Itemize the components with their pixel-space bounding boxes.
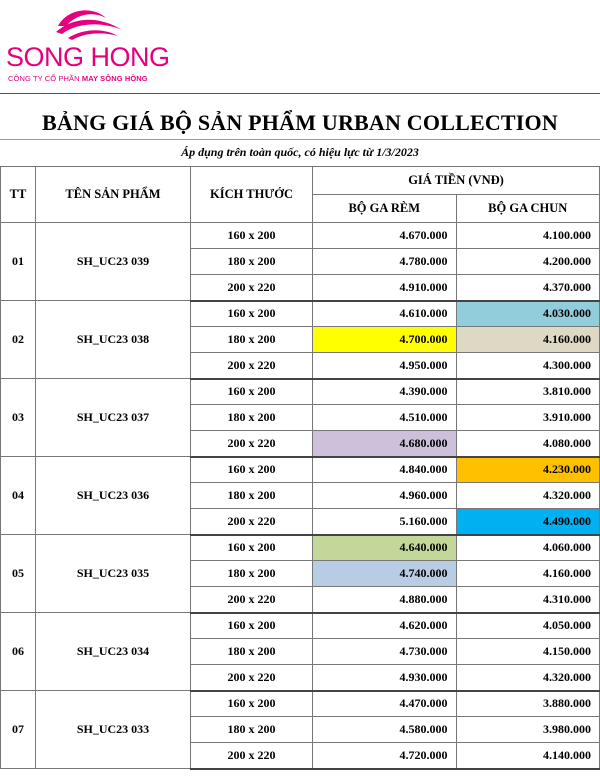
price-bo-ga-rem: 4.910.000 bbox=[313, 275, 457, 301]
price-bo-ga-rem: 4.670.000 bbox=[313, 223, 457, 249]
product-number: 06 bbox=[1, 613, 36, 691]
price-bo-ga-rem: 4.640.000 bbox=[313, 535, 457, 561]
product-number: 01 bbox=[1, 223, 36, 301]
product-name: SH_UC23 036 bbox=[36, 457, 191, 535]
table-row bbox=[1, 223, 600, 249]
table-row bbox=[1, 301, 600, 327]
size-cell: 180 x 200 bbox=[191, 561, 313, 587]
price-bo-ga-chun: 4.160.000 bbox=[456, 327, 600, 353]
product-name: SH_UC23 038 bbox=[36, 301, 191, 379]
size-cell: 180 x 200 bbox=[191, 405, 313, 431]
price-bo-ga-rem: 4.960.000 bbox=[313, 483, 457, 509]
price-table bbox=[0, 166, 600, 770]
price-table-body bbox=[1, 223, 600, 769]
page-title: BẢNG GIÁ BỘ SẢN PHẨM URBAN COLLECTION bbox=[42, 110, 558, 135]
price-bo-ga-chun: 4.300.000 bbox=[456, 353, 600, 379]
table-row bbox=[1, 613, 600, 639]
price-bo-ga-rem: 4.730.000 bbox=[313, 639, 457, 665]
brand-tagline bbox=[8, 74, 148, 83]
price-bo-ga-chun: 4.150.000 bbox=[456, 639, 600, 665]
price-bo-ga-rem: 4.470.000 bbox=[313, 691, 457, 717]
price-bo-ga-chun: 4.140.000 bbox=[456, 743, 600, 769]
price-bo-ga-chun: 4.320.000 bbox=[456, 665, 600, 691]
size-cell: 160 x 200 bbox=[191, 691, 313, 717]
size-cell: 180 x 200 bbox=[191, 717, 313, 743]
price-bo-ga-chun: 4.080.000 bbox=[456, 431, 600, 457]
size-cell: 160 x 200 bbox=[191, 223, 313, 249]
header-price: GIÁ TIỀN (VNĐ) bbox=[313, 167, 600, 195]
price-bo-ga-chun: 3.910.000 bbox=[456, 405, 600, 431]
size-cell: 200 x 220 bbox=[191, 275, 313, 301]
price-bo-ga-rem: 4.510.000 bbox=[313, 405, 457, 431]
size-cell: 200 x 220 bbox=[191, 743, 313, 769]
product-number: 04 bbox=[1, 457, 36, 535]
size-cell: 160 x 200 bbox=[191, 535, 313, 561]
price-bo-ga-rem: 4.700.000 bbox=[313, 327, 457, 353]
table-row bbox=[1, 535, 600, 561]
price-bo-ga-chun: 4.160.000 bbox=[456, 561, 600, 587]
page-subtitle: Áp dụng trên toàn quốc, có hiệu lực từ 1/3/2023 bbox=[181, 145, 419, 159]
wave-logo-icon bbox=[48, 4, 128, 44]
price-bo-ga-rem: 4.930.000 bbox=[313, 665, 457, 691]
product-name: SH_UC23 034 bbox=[36, 613, 191, 691]
price-bo-ga-rem: 4.740.000 bbox=[313, 561, 457, 587]
price-bo-ga-chun: 4.200.000 bbox=[456, 249, 600, 275]
table-row bbox=[1, 457, 600, 483]
header-bo-ga-chun: BỘ GA CHUN bbox=[456, 195, 600, 223]
title-divider bbox=[0, 139, 600, 140]
price-bo-ga-rem: 4.610.000 bbox=[313, 301, 457, 327]
price-bo-ga-rem: 4.620.000 bbox=[313, 613, 457, 639]
price-bo-ga-rem: 4.950.000 bbox=[313, 353, 457, 379]
price-bo-ga-chun: 4.230.000 bbox=[456, 457, 600, 483]
price-bo-ga-chun: 4.050.000 bbox=[456, 613, 600, 639]
header-divider bbox=[0, 93, 600, 94]
size-cell: 180 x 200 bbox=[191, 249, 313, 275]
price-bo-ga-rem: 4.780.000 bbox=[313, 249, 457, 275]
price-bo-ga-rem: 4.840.000 bbox=[313, 457, 457, 483]
table-row bbox=[1, 379, 600, 405]
price-bo-ga-chun: 4.490.000 bbox=[456, 509, 600, 535]
price-bo-ga-rem: 4.580.000 bbox=[313, 717, 457, 743]
brand-tagline-brand: MAY SÔNG HỒNG bbox=[81, 74, 148, 83]
size-cell: 200 x 220 bbox=[191, 665, 313, 691]
brand-name: SONG HONG bbox=[6, 42, 170, 72]
price-bo-ga-chun: 4.310.000 bbox=[456, 587, 600, 613]
size-cell: 180 x 200 bbox=[191, 327, 313, 353]
header-product-name: TÊN SẢN PHẨM bbox=[36, 167, 191, 223]
price-bo-ga-rem: 4.720.000 bbox=[313, 743, 457, 769]
price-bo-ga-chun: 4.030.000 bbox=[456, 301, 600, 327]
size-cell: 160 x 200 bbox=[191, 301, 313, 327]
size-cell: 180 x 200 bbox=[191, 483, 313, 509]
product-name: SH_UC23 033 bbox=[36, 691, 191, 769]
size-cell: 200 x 220 bbox=[191, 509, 313, 535]
size-cell: 160 x 200 bbox=[191, 379, 313, 405]
size-cell: 200 x 220 bbox=[191, 353, 313, 379]
price-bo-ga-chun: 3.810.000 bbox=[456, 379, 600, 405]
price-bo-ga-rem: 4.880.000 bbox=[313, 587, 457, 613]
product-name: SH_UC23 035 bbox=[36, 535, 191, 613]
brand-logo bbox=[6, 4, 176, 90]
price-bo-ga-chun: 4.060.000 bbox=[456, 535, 600, 561]
size-cell: 160 x 200 bbox=[191, 457, 313, 483]
table-row bbox=[1, 691, 600, 717]
product-number: 03 bbox=[1, 379, 36, 457]
brand-tagline-prefix: CÔNG TY CỔ PHẦN bbox=[8, 74, 80, 83]
size-cell: 160 x 200 bbox=[191, 613, 313, 639]
price-bo-ga-rem: 5.160.000 bbox=[313, 509, 457, 535]
size-cell: 200 x 220 bbox=[191, 587, 313, 613]
price-bo-ga-chun: 4.320.000 bbox=[456, 483, 600, 509]
price-bo-ga-chun: 4.370.000 bbox=[456, 275, 600, 301]
product-number: 02 bbox=[1, 301, 36, 379]
product-number: 05 bbox=[1, 535, 36, 613]
price-bo-ga-chun: 3.980.000 bbox=[456, 717, 600, 743]
product-number: 07 bbox=[1, 691, 36, 769]
header-size: KÍCH THƯỚC bbox=[191, 167, 313, 223]
size-cell: 180 x 200 bbox=[191, 639, 313, 665]
product-name: SH_UC23 037 bbox=[36, 379, 191, 457]
price-bo-ga-chun: 3.880.000 bbox=[456, 691, 600, 717]
price-bo-ga-chun: 4.100.000 bbox=[456, 223, 600, 249]
header-tt: TT bbox=[1, 167, 36, 223]
size-cell: 200 x 220 bbox=[191, 431, 313, 457]
product-name: SH_UC23 039 bbox=[36, 223, 191, 301]
price-bo-ga-rem: 4.680.000 bbox=[313, 431, 457, 457]
price-bo-ga-rem: 4.390.000 bbox=[313, 379, 457, 405]
header-bo-ga-rem: BỘ GA RÈM bbox=[313, 195, 457, 223]
